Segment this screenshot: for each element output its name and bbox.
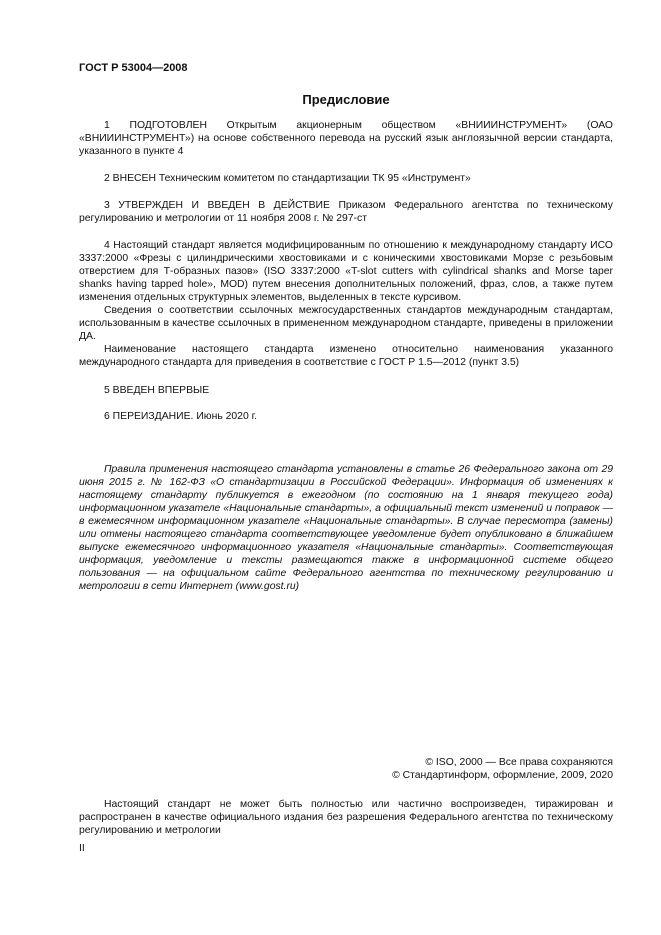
page-number: II — [79, 843, 85, 854]
reproduction-notice-text: Настоящий стандарт не может быть полностью или частично воспроизведен, тиражирован и распространен в качестве официального издания без разрешения Федерального агентства по техническому регулированию и метрологии — [79, 799, 613, 836]
foreword-item-1 — [79, 119, 613, 158]
foreword-item-3 — [79, 199, 613, 225]
foreword-item-1-text: 1 ПОДГОТОВЛЕН Открытым акционерным обществом «ВНИИИНСТРУМЕНТ» (ОАО «ВНИИИНСТРУМЕНТ») на основе собственного перевода на русский язык англоязычной версии стандарта, указанного в пункте 4 — [79, 120, 613, 157]
foreword-item-2-text: 2 ВНЕСЕН Техническим комитетом по стандартизации ТК 95 «Инструмент» — [104, 173, 471, 184]
rules-note — [79, 463, 613, 593]
reproduction-notice — [79, 798, 613, 837]
rules-note-text: Правила применения настоящего стандарта установлены в статье 26 Федерального закона от 29 июня 2015 г. № 162-ФЗ «О стандартизации в Российской Федерации». Информация об изменениях к настоящему стандарту публикуется в ежегодном (по состоянию на 1 января текущего года) информационном указателе «Национальные стандарты», а официальный текст изменений и поправок — в ежемесячном информационном указателе «Национальные стандарты». В случае пересмотра (замены) или отмены настоящего стандарта соответствующее уведомление будет опубликовано в ближайшем выпуске ежемесячного информационного указателя «Национальные стандарты». Соответствующая информация, уведомление и тексты размещаются также в информационной системе общего пользования — на официальном сайте Федерального агентства по техническому регулированию и метрологии в сети Интернет (www.gost.ru) — [79, 464, 613, 592]
foreword-item-6-text: 6 ПЕРЕИЗДАНИЕ. Июнь 2020 г. — [104, 411, 258, 422]
foreword-item-5-text: 5 ВВЕДЕН ВПЕРВЫЕ — [104, 385, 210, 396]
standard-code-header: ГОСТ Р 53004—2008 — [79, 62, 188, 74]
foreword-item-4-name-change: Наименование настоящего стандарта изменено относительно наименования указанного международного стандарта для приведения в соответствие с ГОСТ Р 1.5—2012 (пункт 3.5) — [79, 344, 613, 368]
copyright-iso: © ISO, 2000 — Все права сохраняются — [425, 757, 613, 768]
copyright-block — [79, 756, 613, 782]
foreword-item-4-references: Сведения о соответствии ссылочных межгосударственных стандартов международным стандартам, использованным в качестве ссылочных в примененном международном стандарте, приведены в приложении ДА. — [79, 305, 613, 342]
foreword-item-2 — [79, 172, 613, 185]
page-title: Предисловие — [302, 92, 390, 107]
foreword-item-5 — [79, 384, 613, 397]
copyright-standartinform: © Стандартинформ, оформление, 2009, 2020 — [392, 770, 613, 781]
foreword-item-4-text: 4 Настоящий стандарт является модифицированным по отношению к международному стандарту ИСО 3337:2000 «Фрезы с цилиндрическими хвостовиками и с коническими хвостовиками Морзе с резьбовым отверстием для Т-образных пазов» (ISO 3337:2000 «T-slot cutters with cylindrical shanks and Morse taper shanks having tapped hole», MOD) путем внесения дополнительных положений, фраз, слов, а также путем изменения отдельных структурных элементов, выделенных в тексте курсивом. — [79, 240, 613, 303]
foreword-item-6 — [79, 410, 613, 423]
foreword-item-4 — [79, 239, 613, 369]
foreword-item-3-text: 3 УТВЕРЖДЕН И ВВЕДЕН В ДЕЙСТВИЕ Приказом Федерального агентства по техническому регулированию и метрологии от 11 ноября 2008 г. № 297-ст — [79, 200, 613, 224]
